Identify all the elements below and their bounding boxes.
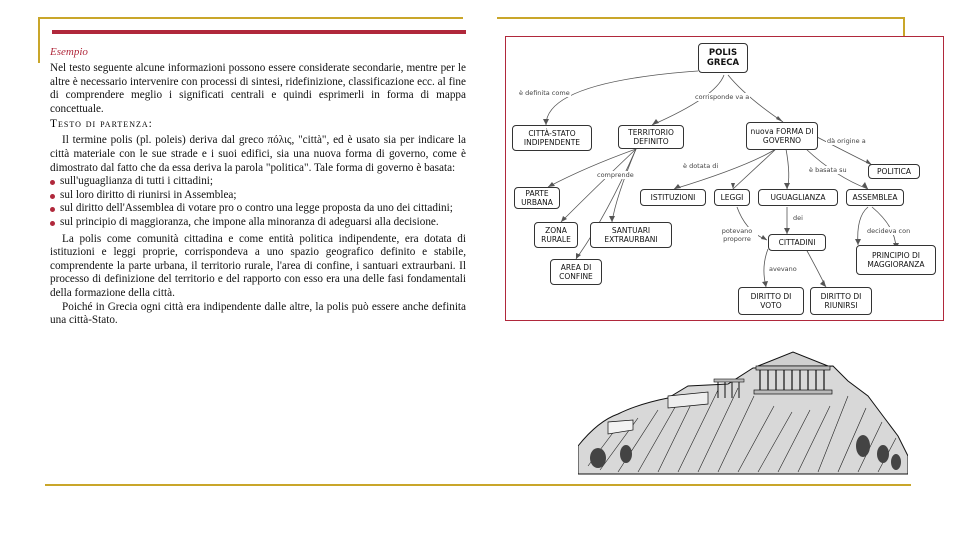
top-right-rule: [497, 17, 905, 19]
paragraph-1: Il termine polis (pl. poleis) deriva dal greco πόλις, "città", ed è usato sia per indicare la città materiale con le sue strade e i suoi edifici, sia una nuova forma di governo, come è dimostrato dal fatto che da essa deriva la parola "politica". Tale forma di governo è basata:: [50, 134, 466, 174]
acropolis-illustration: [578, 326, 908, 476]
node-forma-governo: nuova FORMA DI GOVERNO: [746, 122, 818, 150]
label-dei: dei: [793, 214, 803, 222]
bullet-dot-icon: [50, 221, 55, 226]
list-item: sul principio di maggioranza, che impone alla minoranza di adeguarsi alla decisione.: [50, 216, 466, 230]
node-territorio: TERRITORIO DEFINITO: [618, 125, 684, 149]
label-e-basata-su: è basata su: [809, 166, 847, 174]
node-area-confine: AREA DI CONFINE: [550, 259, 602, 285]
example-top-bar: [52, 30, 466, 34]
label-corrispondeva-a: corrisponde va a: [695, 93, 750, 101]
section-heading: Testo di partenza:: [50, 118, 153, 131]
concept-map: [505, 36, 944, 321]
node-politica: POLITICA: [868, 164, 920, 179]
label-avevano: avevano: [769, 265, 797, 273]
bullet-dot-icon: [50, 194, 55, 199]
node-polis-greca: POLIS GRECA: [698, 43, 748, 73]
node-zona-rurale: ZONA RURALE: [534, 222, 578, 248]
node-parte-urbana: PARTE URBANA: [514, 187, 560, 209]
label-e-definita-come: è definita come: [519, 89, 570, 97]
node-principio: PRINCIPIO DI MAGGIORANZA: [856, 245, 936, 275]
bottom-rule: [45, 484, 911, 486]
label-comprende: comprende: [597, 171, 634, 179]
paragraph-2: La polis come comunità cittadina e come entità politica indipendente, era dotata di istituzioni e leggi proprie, corrispondeva a uno spazio geografico definito e stabile, comprendente la parte urbana, il territorio rurale, l'area di confine, i santuari extraurbani. Il processo di definizione del territorio e del rapporto con esso era una delle fasi fondamentali della formazione della città.: [50, 232, 466, 299]
list-item: sul diritto dell'Assemblea di votare pro o contro una legge proposta da uno dei cittadini;: [50, 202, 466, 216]
node-assemblea: ASSEMBLEA: [846, 189, 904, 206]
node-leggi: LEGGI: [714, 189, 750, 206]
top-left-rule: [38, 17, 463, 19]
list-item: sull'uguaglianza di tutti i cittadini;: [50, 175, 466, 189]
label-da-origine-a: dà origine a: [827, 137, 866, 145]
intro-paragraph: Nel testo seguente alcune informazioni possono essere considerate secondarie, mentre per le altre è necessario intervenire con processi di sintesi, ridefinizione, classificazione ecc. al fine di comprendere meglio i significati centrali e quindi esprimerli in forma di mappa concettuale.: [50, 62, 466, 115]
bullet-dot-icon: [50, 180, 55, 185]
node-istituzioni: ISTITUZIONI: [640, 189, 706, 206]
node-santuari: SANTUARI EXTRAURBANI: [590, 222, 672, 248]
node-diritto-voto: DIRITTO DI VOTO: [738, 287, 804, 315]
node-uguaglianza: UGUAGLIANZA: [758, 189, 838, 206]
label-potevano-proporre: potevano proporre: [716, 227, 758, 243]
node-diritto-riunirsi: DIRITTO DI RIUNIRSI: [810, 287, 872, 315]
bullet-dot-icon: [50, 207, 55, 212]
bullet-list: [50, 175, 466, 229]
list-item: sul loro diritto di riunirsi in Assemblea;: [50, 189, 466, 203]
label-e-dotata-di: è dotata di: [683, 162, 719, 170]
paragraph-3: Poiché in Grecia ogni città era indipendente dalle altre, la polis può essere anche definita una città-Stato.: [50, 300, 466, 327]
left-vertical-rule: [38, 17, 40, 63]
label-decideva-con: decideva con: [867, 227, 911, 235]
node-cittadini: CITTADINI: [768, 234, 826, 251]
example-title: Esempio: [50, 46, 88, 58]
node-citta-stato: CITTÀ-STATO INDIPENDENTE: [512, 125, 592, 151]
textbook-page: [50, 30, 466, 328]
